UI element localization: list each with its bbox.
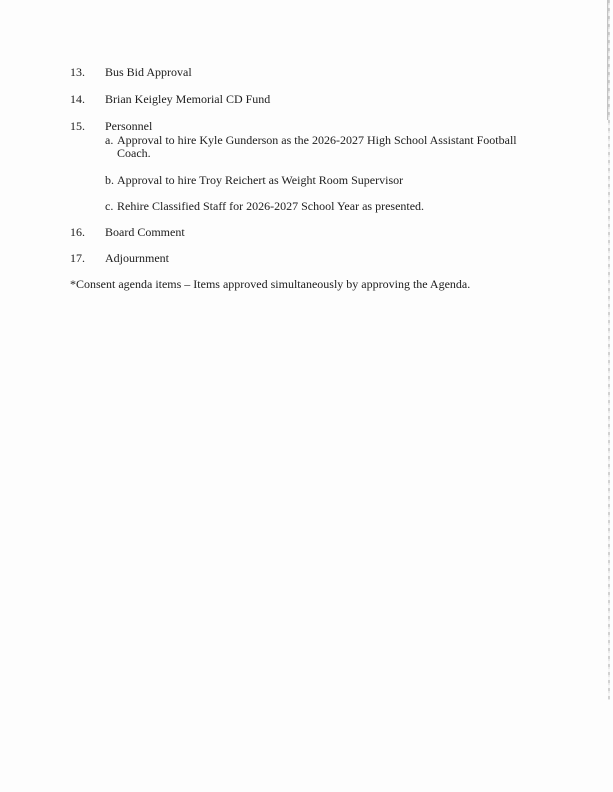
agenda-item-number: 14. bbox=[70, 92, 85, 106]
subitem-text: Rehire Classified Staff for 2026-2027 School Year as presented. bbox=[117, 199, 425, 213]
agenda-item-number: 13. bbox=[70, 65, 85, 79]
agenda-item-number: 16. bbox=[70, 225, 85, 239]
subitem-text-continued: Coach. bbox=[117, 146, 151, 160]
agenda-item-label: Bus Bid Approval bbox=[105, 65, 192, 79]
agenda-item-label: Personnel bbox=[105, 119, 153, 133]
subitem-letter: b. bbox=[105, 173, 114, 187]
subitem-letter: a. bbox=[105, 133, 114, 147]
subitem-text: Approval to hire Kyle Gunderson as the 2026-2027 High School Assistant Football bbox=[117, 133, 517, 147]
subitem-letter: c. bbox=[105, 199, 114, 213]
scan-edge-artifact bbox=[608, 0, 610, 700]
agenda-item-number: 17. bbox=[70, 251, 85, 265]
agenda-item-number: 15. bbox=[70, 119, 85, 133]
agenda-item-label: Board Comment bbox=[105, 225, 185, 239]
footnote-text: *Consent agenda items – Items approved simultaneously by approving the Agenda. bbox=[70, 277, 471, 291]
agenda-item-label: Brian Keigley Memorial CD Fund bbox=[105, 92, 271, 106]
subitem-text: Approval to hire Troy Reichert as Weight Room Supervisor bbox=[117, 173, 404, 187]
agenda-item-label: Adjournment bbox=[105, 251, 169, 265]
